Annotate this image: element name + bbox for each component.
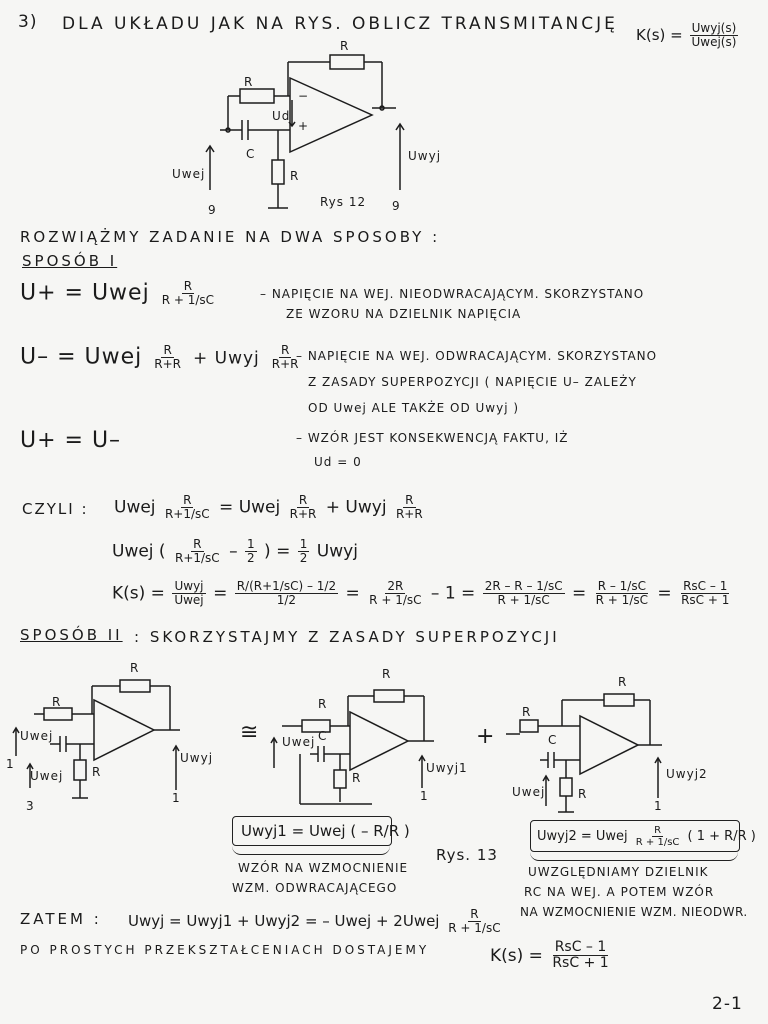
eq6-num1: Uwyj	[174, 579, 204, 593]
eq6-c: =	[345, 583, 360, 604]
eq5-num3: 1	[299, 537, 308, 551]
eq4-num2: R	[298, 493, 308, 507]
uwyj2-fraction	[634, 825, 682, 848]
eq2-den2: R+R	[271, 357, 299, 372]
c3-label-n: 1	[654, 799, 663, 813]
eq5-den3: 2	[299, 551, 308, 566]
result-box-uwyj1	[232, 816, 410, 846]
figure-caption-rys13: Rys. 13	[436, 846, 498, 864]
eq1-fraction	[160, 280, 216, 307]
eq4-fraction-1	[163, 494, 212, 521]
eq6-den4: R + 1/sC	[497, 593, 550, 608]
eq6-fraction-3	[367, 580, 423, 607]
c1-label-n2: 3	[26, 799, 35, 813]
final-text: PO PROSTYCH PRZEKSZTAŁCENIACH DOSTAJEMY	[20, 943, 430, 957]
final-left: K(s) =	[490, 945, 543, 966]
note1-line1: WZÓR NA WZMOCNIENIE	[238, 861, 409, 875]
eq5-fraction-2	[245, 538, 257, 565]
note2-line1: UWZGLĘDNIAMY DZIELNIK	[528, 865, 709, 879]
eq1-num: R	[183, 279, 193, 293]
eq6-num5: R – 1/sC	[597, 579, 646, 593]
eq4-a: Uwej	[114, 497, 156, 518]
label-ground-right: 9	[392, 199, 401, 213]
eq6-d: – 1 =	[430, 583, 476, 604]
final-num: RsC – 1	[554, 939, 607, 955]
method2-subtitle: : SKORZYSTAJMY Z ZASADY SUPERPOZYCJI	[134, 628, 560, 646]
zatem-num: R	[470, 907, 479, 921]
eq6-den3: R + 1/sC	[369, 593, 422, 608]
c2-label-r-left: R	[318, 697, 328, 711]
task-statement: DLA UKŁADU JAK NA RYS. OBLICZ TRANSMITANCJĘ	[62, 14, 618, 34]
c1-label-uwej-top: Uwej	[20, 729, 54, 743]
zatem-den: R + 1/sC	[448, 921, 501, 936]
eq2-note-3: OD Uwej ALE TAKŻE OD Uwyj )	[308, 401, 520, 415]
final-den: RsC + 1	[552, 955, 609, 972]
eq2	[20, 344, 303, 371]
eq6-num4: 2R – R – 1/sC	[484, 579, 563, 593]
label-uwej: Uwej	[172, 167, 206, 181]
note2-line3: NA WZMOCNIENIE WZM. NIEODWR.	[520, 905, 748, 919]
eq1-note-2: ZE WZORU NA DZIELNIK NAPIĘCIA	[286, 307, 522, 321]
label-c: C	[246, 147, 256, 161]
plus-sign: +	[476, 724, 496, 749]
label-minus: −	[298, 89, 310, 103]
eq3-note-1: – WZÓR JEST KONSEKWENCJĄ FAKTU, IŻ	[296, 431, 569, 445]
figure-caption-rys12: Rys 12	[320, 195, 367, 209]
k-fraction	[689, 22, 738, 49]
eq6-fraction-2	[235, 580, 338, 607]
eq2-note-1: – NAPIĘCIE NA WEJ. ODWRACAJĄCYM. SKORZYSTANO	[296, 349, 658, 363]
eq2-left: U– = Uwej	[20, 344, 143, 370]
eq4-b: = Uwej	[219, 497, 281, 518]
czyli-label: CZYLI :	[22, 500, 89, 518]
zatem-fraction	[446, 908, 502, 935]
eq6-b: =	[213, 583, 228, 604]
eq4-den1: R+1/sC	[164, 507, 210, 522]
c3-label-c: C	[548, 733, 558, 747]
result-uwyj2	[537, 825, 756, 848]
equivalence-sign: ≅	[240, 720, 260, 745]
eq2-fraction-1	[152, 344, 183, 371]
k-numerator: Uwyj(s)	[691, 21, 737, 35]
eq6-num2: R/(R+1/sC) – 1/2	[236, 579, 337, 593]
eq1-den: R + 1/sC	[161, 293, 215, 308]
eq5-fraction-3	[298, 538, 310, 565]
c1-label-uwyj: Uwyj	[180, 751, 214, 765]
label-r-ground: R	[290, 169, 300, 183]
eq6-num6: RsC – 1	[683, 579, 728, 593]
c1-label-n3: 1	[172, 791, 181, 805]
c3-label-r-left: R	[522, 705, 532, 719]
eq4-num1: R	[183, 493, 192, 507]
eq4-c: + Uwyj	[325, 497, 387, 518]
c1-label-r-top: R	[130, 661, 140, 675]
eq5-c: ) =	[264, 541, 291, 562]
label-ground-left: 9	[208, 203, 217, 217]
eq6-a: K(s) =	[112, 583, 165, 604]
eq2-den1: R+R	[154, 357, 181, 372]
eq6-num3: 2R	[387, 579, 404, 593]
eq4-fraction-2	[288, 494, 319, 521]
final-result	[490, 940, 613, 972]
zatem-label: ZATEM :	[20, 910, 102, 928]
c2-label-uwyj1: Uwyj1	[426, 761, 468, 775]
eq5-fraction-1	[173, 538, 222, 565]
eq1-left: U+ = Uwej	[20, 280, 150, 306]
eq4-fraction-3	[394, 494, 425, 521]
result-uwyj1: Uwyj1 = Uwej ( – R/R )	[241, 822, 410, 840]
page-number: 2-1	[712, 994, 743, 1014]
c1-label-r-bottom: R	[92, 765, 102, 779]
c1-label-r-left: R	[52, 695, 62, 709]
eq2-num2: R	[280, 343, 290, 357]
label-r-feedback: R	[340, 39, 350, 53]
eq6-den6: RsC + 1	[681, 593, 730, 608]
eq4-den2: R+R	[289, 507, 317, 522]
c3-label-r-top: R	[618, 675, 628, 689]
k-label: K(s) =	[636, 26, 683, 45]
label-uwyj: Uwyj	[408, 149, 442, 163]
eq6-fraction-1	[172, 580, 205, 607]
eq5	[112, 538, 358, 565]
c2-label-c: C	[318, 729, 328, 743]
intro-text: ROZWIĄŻMY ZADANIE NA DWA SPOSOBY :	[20, 228, 441, 246]
eq6-den5: R + 1/sC	[595, 593, 648, 608]
eq5-b: –	[229, 541, 238, 562]
note1-line2: WZM. ODWRACAJĄCEGO	[232, 881, 398, 895]
eq6-den1: Uwej	[174, 593, 204, 608]
uwyj2-a: Uwyj2 = Uwej	[537, 829, 628, 844]
eq6-f: =	[657, 583, 672, 604]
c2-label-uwej: Uwej	[282, 735, 316, 749]
eq1	[20, 280, 218, 307]
note2-line2: RC NA WEJ. A POTEM WZÓR	[524, 885, 715, 899]
eq2-num1: R	[163, 343, 172, 357]
c3-label-uwej: Uwej	[512, 785, 546, 799]
eq5-den1: R+1/sC	[174, 551, 220, 566]
zatem-equation	[128, 908, 505, 935]
eq2-mid: + Uwyj	[193, 348, 260, 369]
method2-title: SPOSÓB II	[20, 626, 123, 644]
eq5-a: Uwej (	[112, 541, 166, 562]
uwyj2-den: R + 1/sC	[635, 837, 680, 848]
eq3: U+ = U–	[20, 428, 122, 453]
eq1-note-1: – NAPIĘCIE NA WEJ. NIEODWRACAJĄCYM. SKORZYSTANO	[260, 287, 645, 301]
result-box-uwyj2	[530, 820, 756, 852]
c2-label-r-top: R	[382, 667, 392, 681]
eq6-fraction-6	[679, 580, 731, 607]
brace-uwyj2	[530, 852, 738, 861]
output-node	[372, 106, 396, 110]
c2-label-r-bottom: R	[352, 771, 362, 785]
eq6-e: =	[572, 583, 587, 604]
eq4	[114, 494, 427, 521]
eq6-fraction-5	[594, 580, 650, 607]
method1-title: SPOSÓB I	[22, 252, 118, 270]
eq5-den2: 2	[247, 551, 255, 566]
c2-label-n: 1	[420, 789, 429, 803]
task-number: 3)	[18, 12, 38, 32]
c3-label-r-bottom: R	[578, 787, 588, 801]
eq3-note-2: Ud = 0	[314, 455, 362, 469]
uwyj2-b: ( 1 + R/R )	[687, 829, 756, 844]
eq6	[112, 580, 733, 607]
transfer-function-header	[636, 22, 740, 49]
uwyj2-num: R	[654, 825, 662, 836]
input-arrow	[206, 146, 214, 190]
eq6-fraction-4	[483, 580, 565, 607]
brace-uwyj1	[232, 846, 390, 855]
c1-label-uwej-bottom: Uwej	[30, 769, 64, 783]
eq2-note-2: Z ZASADY SUPERPOZYCJI ( NAPIĘCIE U– ZALEŻY	[308, 375, 637, 389]
zatem-eq: Uwyj = Uwyj1 + Uwyj2 = – Uwej + 2Uwej	[128, 912, 440, 931]
ground-resistor	[268, 130, 288, 208]
input-capacitor	[220, 120, 290, 140]
label-plus: +	[298, 119, 310, 133]
eq5-d: Uwyj	[316, 541, 358, 562]
eq5-num2: 1	[247, 537, 255, 551]
eq4-den3: R+R	[395, 507, 423, 522]
label-ud: Ud	[272, 109, 291, 123]
c3-label-uwyj2: Uwyj2	[666, 767, 708, 781]
eq5-num1: R	[193, 537, 202, 551]
output-arrow	[396, 124, 404, 190]
c1-label-n1: 1	[6, 757, 15, 771]
k-denominator: Uwej(s)	[691, 35, 737, 50]
eq4-num3: R	[405, 493, 414, 507]
label-r-input: R	[244, 75, 254, 89]
eq6-den2: 1/2	[276, 593, 297, 608]
final-fraction	[550, 940, 610, 972]
